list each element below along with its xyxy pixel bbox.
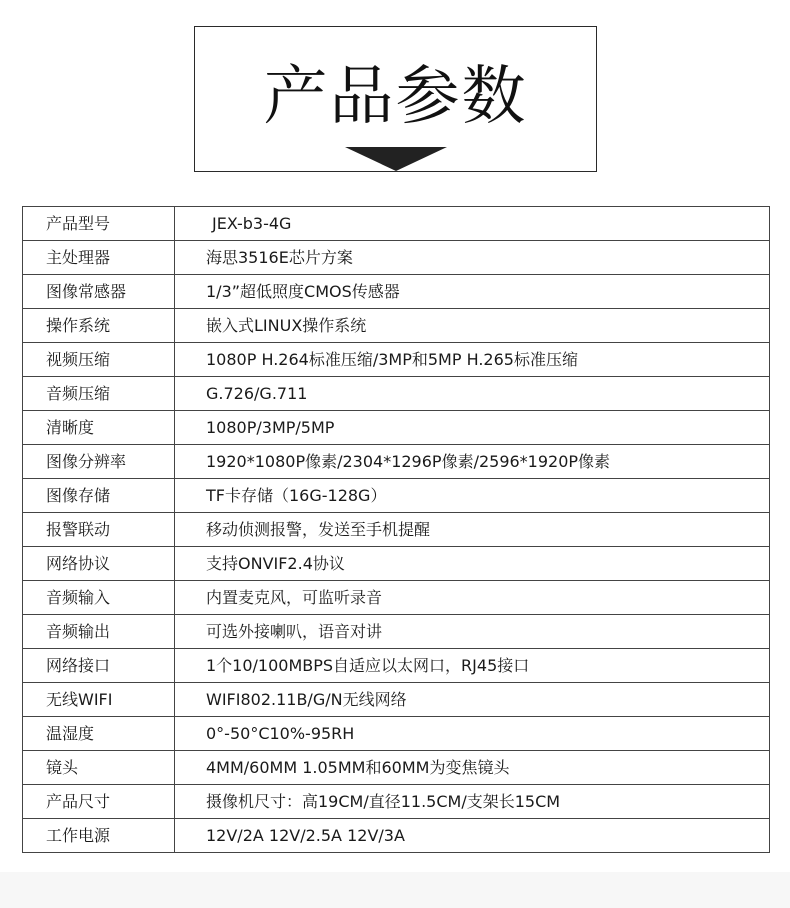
spec-value: 4MM/60MM 1.05MM和60MM为变焦镜头 [175, 751, 770, 785]
spec-label: 报警联动 [23, 513, 175, 547]
spec-label: 网络接口 [23, 649, 175, 683]
spec-label: 音频压缩 [23, 377, 175, 411]
spec-label: 温湿度 [23, 717, 175, 751]
table-row [23, 819, 770, 853]
table-row [23, 275, 770, 309]
spec-value: 12V/2A 12V/2.5A 12V/3A [175, 819, 770, 853]
table-row [23, 785, 770, 819]
spec-value: JEX-b3-4G [175, 207, 770, 241]
table-row [23, 513, 770, 547]
table-row [23, 241, 770, 275]
spec-label: 网络协议 [23, 547, 175, 581]
spec-label: 产品型号 [23, 207, 175, 241]
page-title: 产品参数 [263, 60, 528, 134]
footer-band [0, 872, 790, 908]
spec-label: 清晰度 [23, 411, 175, 445]
spec-value: 1个10/100MBPS自适应以太网口，RJ45接口 [175, 649, 770, 683]
spec-label: 镜头 [23, 751, 175, 785]
spec-value: 1/3”超低照度CMOS传感器 [175, 275, 770, 309]
table-row [23, 649, 770, 683]
spec-label: 工作电源 [23, 819, 175, 853]
spec-label: 产品尺寸 [23, 785, 175, 819]
spec-value: 海思3516E芯片方案 [175, 241, 770, 275]
spec-value: 1080P H.264标准压缩/3MP和5MP H.265标准压缩 [175, 343, 770, 377]
spec-label: 视频压缩 [23, 343, 175, 377]
spec-label: 操作系统 [23, 309, 175, 343]
spec-value: 0°-50°C10%-95RH [175, 717, 770, 751]
spec-value: G.726/G.711 [175, 377, 770, 411]
spec-label: 图像分辨率 [23, 445, 175, 479]
table-row [23, 683, 770, 717]
table-row [23, 615, 770, 649]
table-row [23, 479, 770, 513]
spec-label: 图像存储 [23, 479, 175, 513]
table-row [23, 751, 770, 785]
spec-value: 移动侦测报警，发送至手机提醒 [175, 513, 770, 547]
spec-label: 音频输入 [23, 581, 175, 615]
spec-label: 无线WIFI [23, 683, 175, 717]
spec-table [22, 206, 770, 853]
spec-value: 1920*1080P像素/2304*1296P像素/2596*1920P像素 [175, 445, 770, 479]
table-row [23, 411, 770, 445]
spec-value: 嵌入式LINUX操作系统 [175, 309, 770, 343]
arrow-down-icon [345, 147, 447, 171]
title-box [194, 26, 597, 172]
spec-label: 音频输出 [23, 615, 175, 649]
table-row [23, 309, 770, 343]
spec-value: 可选外接喇叭，语音对讲 [175, 615, 770, 649]
table-row [23, 445, 770, 479]
spec-value: WIFI802.11B/G/N无线网络 [175, 683, 770, 717]
spec-value: 支持ONVIF2.4协议 [175, 547, 770, 581]
table-row [23, 547, 770, 581]
table-row [23, 207, 770, 241]
spec-value: 1080P/3MP/5MP [175, 411, 770, 445]
spec-label: 图像常感器 [23, 275, 175, 309]
spec-value: 摄像机尺寸：高19CM/直径11.5CM/支架长15CM [175, 785, 770, 819]
spec-value: TF卡存储（16G-128G） [175, 479, 770, 513]
table-row [23, 343, 770, 377]
spec-label: 主处理器 [23, 241, 175, 275]
table-row [23, 581, 770, 615]
table-row [23, 717, 770, 751]
spec-value: 内置麦克风，可监听录音 [175, 581, 770, 615]
table-row [23, 377, 770, 411]
